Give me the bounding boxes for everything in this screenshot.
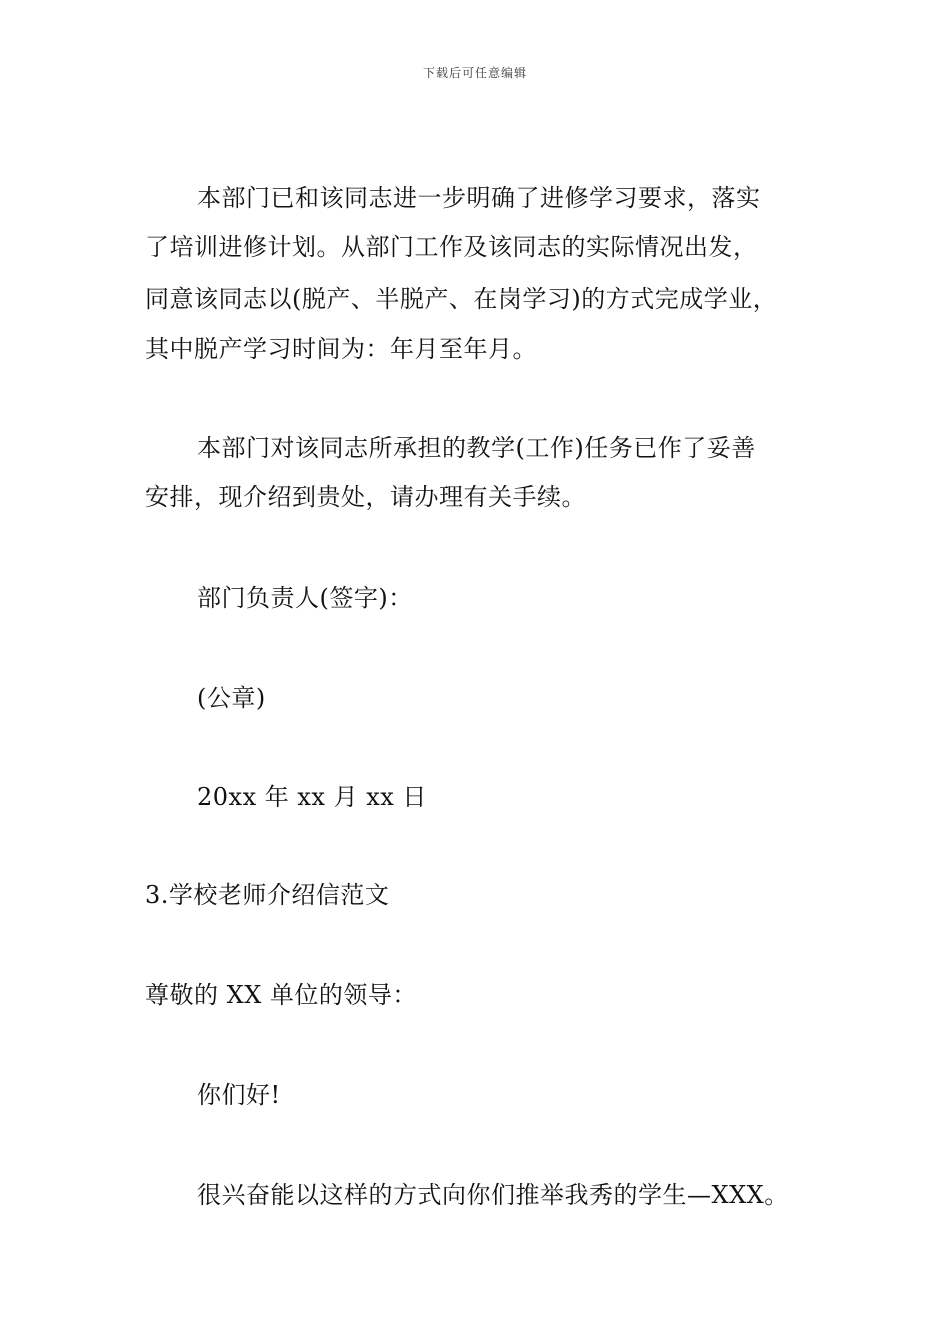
paragraph-3-line-1: 很兴奋能以这样的方式向你们推举我秀的学生—XXX。 [197,1181,789,1209]
paragraph-1-line-1: 本部门已和该同志进一步明确了进修学习要求，落实 [197,184,761,212]
paragraph-2-line-1: 本部门对该同志所承担的教学(工作)任务已作了妥善 [197,434,756,462]
paragraph-2-line-2: 安排，现介绍到贵处，请办理有关手续。 [145,483,586,511]
paragraph-1-line-2: 了培训进修计划。从部门工作及该同志的实际情况出发， [145,233,758,261]
greeting: 你们好! [197,1081,281,1109]
date-line: 20xx 年 xx 月 xx 日 [197,783,427,811]
salutation: 尊敬的 XX 单位的领导： [145,981,417,1009]
seal-line: (公章) [197,684,266,712]
section-title: 3.学校老师介绍信范文 [145,881,390,909]
signature-line: 部门负责人(签字)： [197,584,413,612]
paragraph-1-line-4: 其中脱产学习时间为：年月至年月。 [145,335,537,363]
header-note: 下载后可任意编辑 [422,66,527,80]
paragraph-1-line-3: 同意该同志以(脱产、半脱产、在岗学习)的方式完成学业， [145,285,778,313]
